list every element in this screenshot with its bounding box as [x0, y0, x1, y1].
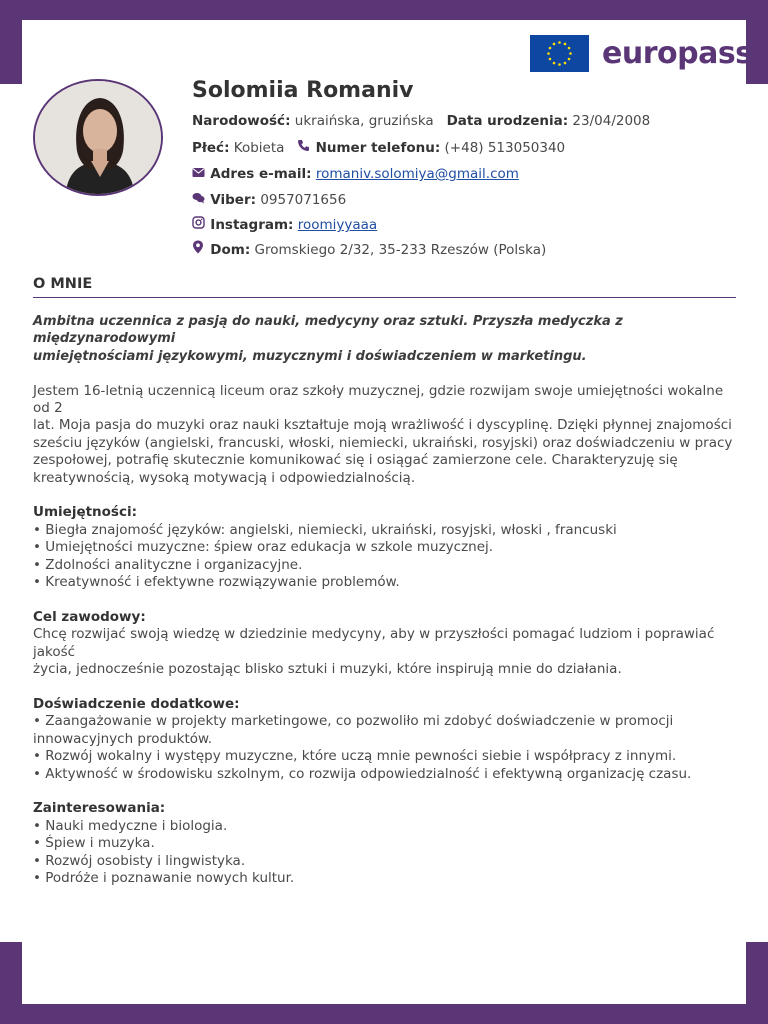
goal-line: życia, jednocześnie pozostając blisko sztuki i muzyki, które inspirują mnie do działania.	[33, 661, 622, 678]
europass-logo	[530, 35, 753, 72]
phone-label: Numer telefonu:	[315, 140, 441, 156]
nationality-value: ukraińska, gruzińska	[294, 113, 434, 129]
gender-phone-row	[192, 139, 565, 156]
envelope-icon	[192, 167, 206, 181]
birth-value: 23/04/2008	[572, 113, 651, 129]
nationality-row	[192, 113, 650, 129]
chat-icon	[192, 192, 206, 207]
list-item: • Podróże i poznawanie nowych kultur.	[33, 869, 295, 886]
eu-star	[568, 58, 571, 61]
intro-line: sześciu języków (angielski, francuski, włoski, niemiecki, ukraiński, rosyjski) oraz doświadczeniu w pracy	[33, 434, 733, 451]
home-label: Dom:	[210, 242, 251, 258]
eu-star	[558, 63, 561, 66]
instagram-link[interactable]: roomiyyaaa	[297, 217, 378, 233]
goal-line: Chcę rozwijać swoją wiedzę w dziedzinie medycyny, aby w przyszłości pomagać ludziom i poprawiać jakość	[33, 626, 715, 660]
list-item: • Rozwój wokalny i występy muzyczne, które uczą mnie pewności siebie i współpracy z innymi.	[33, 748, 677, 765]
experience-heading: Doświadczenie dodatkowe:	[33, 695, 240, 712]
eu-star	[547, 52, 550, 55]
home-value: Gromskiego 2/32, 35-233 Rzeszów (Polska)	[254, 242, 547, 258]
eu-flag-icon	[530, 35, 589, 72]
phone-value: (+48) 513050340	[444, 140, 566, 156]
interests-heading: Zainteresowania:	[33, 800, 166, 817]
list-item: • Biegła znajomość języków: angielski, niemiecki, ukraiński, rosyjski, włoski , francuski	[33, 521, 617, 538]
instagram-label: Instagram:	[210, 217, 294, 233]
list-item: • Umiejętności muzyczne: śpiew oraz edukacja w szkole muzycznej.	[33, 539, 494, 556]
eu-star	[569, 52, 572, 55]
email-link[interactable]: romaniv.solomiya@gmail.com	[315, 166, 519, 182]
lead-line: Ambitna uczennica z pasją do nauki, medycyny oraz sztuki. Przyszła medyczka z międzynarodowymi	[33, 314, 623, 347]
frame-top	[0, 0, 768, 20]
about-content	[33, 313, 738, 887]
eu-star	[549, 58, 552, 61]
section-title-about: O MNIE	[33, 276, 93, 292]
eu-star	[568, 47, 571, 50]
frame-left-top	[0, 0, 22, 84]
gender-value: Kobieta	[233, 140, 285, 156]
frame-bottom	[0, 1004, 768, 1024]
skills-heading: Umiejętności:	[33, 504, 137, 521]
avatar	[33, 79, 163, 196]
list-item: • Zdolności analityczne i organizacyjne.	[33, 556, 303, 573]
list-item: innowacyjnych produktów.	[33, 730, 213, 747]
list-item: • Śpiew i muzyka.	[33, 835, 155, 852]
eu-star	[553, 43, 556, 46]
phone-icon	[297, 139, 311, 155]
lead-line: umiejętnościami językowymi, muzycznymi i doświadczeniem w marketingu.	[33, 348, 587, 364]
intro-line: Jestem 16-letnią uczennicą liceum oraz szkoły muzycznej, gdzie rozwijam swoje umiejętności wokalne od 2	[33, 382, 724, 417]
eu-star	[558, 41, 561, 44]
instagram-row	[192, 216, 377, 233]
intro-line: zespołowej, potrafię skutecznie komunikować się i osiągać zamierzone cele. Charakteryzuję się	[33, 452, 678, 469]
list-item: • Zaangażowanie w projekty marketingowe, co pozwoliło mi zdobyć doświadczenie w promocji	[33, 713, 674, 730]
goal-heading: Cel zawodowy:	[33, 608, 146, 625]
home-row	[192, 240, 546, 258]
viber-label: Viber:	[210, 192, 257, 208]
gender-label: Płeć:	[192, 140, 230, 156]
list-item: • Rozwój osobisty i lingwistyka.	[33, 852, 246, 869]
list-item: • Nauki medyczne i biologia.	[33, 817, 228, 834]
list-item: • Aktywność w środowisku szkolnym, co rozwija odpowiedzialność i efektywną organizację czasu.	[33, 765, 692, 782]
eu-star	[549, 47, 552, 50]
viber-row	[192, 192, 346, 208]
viber-value: 0957071656	[260, 192, 347, 208]
eu-star	[564, 43, 567, 46]
logo-text: europass	[602, 36, 753, 71]
eu-star	[553, 62, 556, 65]
full-name: Solomiia Romaniv	[192, 78, 414, 103]
nationality-label: Narodowość:	[192, 113, 291, 129]
birth-label: Data urodzenia:	[446, 113, 569, 129]
email-row	[192, 166, 519, 182]
intro-line: kreatywnością, wysoką motywacją i odpowiedzialnością.	[33, 469, 416, 486]
intro-line: lat. Moja pasja do muzyki oraz nauki kształtuje moją wrażliwość i dyscyplinę. Dzięki płynnej znajomości	[33, 417, 732, 434]
section-divider	[33, 297, 736, 298]
map-pin-icon	[192, 240, 206, 257]
instagram-icon	[192, 216, 206, 232]
eu-star	[564, 62, 567, 65]
list-item: • Kreatywność i efektywne rozwiązywanie problemów.	[33, 574, 400, 591]
email-label: Adres e-mail:	[210, 166, 312, 182]
